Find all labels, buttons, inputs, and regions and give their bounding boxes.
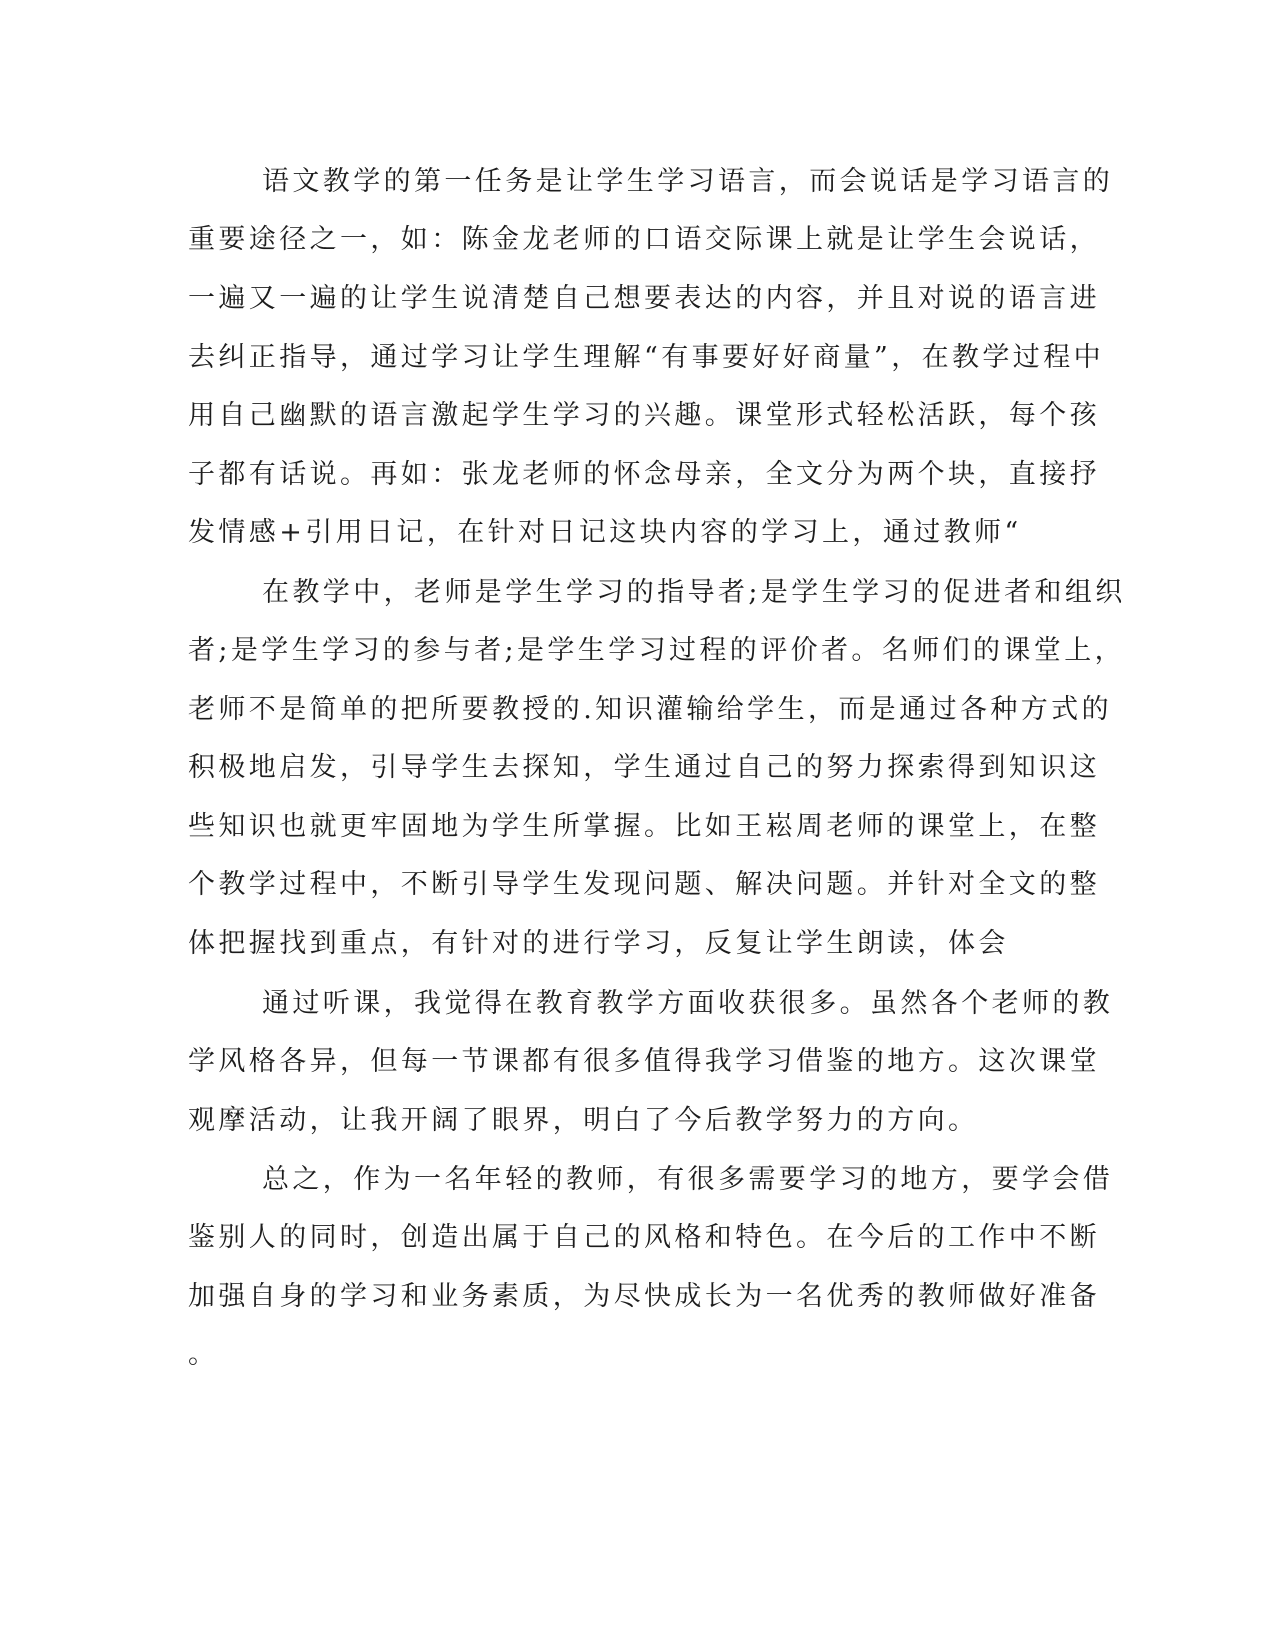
paragraph-line: 发情感+引用日记，在针对日记这块内容的学习上，通过教师“ <box>188 517 1022 548</box>
paragraph-line: 积极地启发，引导学生去探知，学生通过自己的努力探索得到知识这 <box>188 752 1100 783</box>
paragraph-line: 加强自身的学习和业务素质，为尽快成长为一名优秀的教师做好准备 <box>188 1281 1100 1312</box>
paragraph-line: 通过听课，我觉得在教育教学方面收获很多。虽然各个老师的教 <box>262 988 1114 1019</box>
paragraph-line: 。 <box>188 1339 219 1370</box>
paragraph-line: 用自己幽默的语言激起学生学习的兴趣。课堂形式轻松活跃，每个孩 <box>188 400 1100 431</box>
paragraph-line: 总之，作为一名年轻的教师，有很多需要学习的地方，要学会借 <box>262 1164 1114 1195</box>
paragraph-line: 者;是学生学习的参与者;是学生学习过程的评价者。名师们的课堂上， <box>188 635 1125 666</box>
paragraph-line: 一遍又一遍的让学生说清楚自己想要表达的内容，并且对说的语言进 <box>188 283 1100 314</box>
paragraph-line: 老师不是简单的把所要教授的.知识灌输给学生，而是通过各种方式的 <box>188 694 1112 725</box>
paragraph-line: 子都有话说。再如：张龙老师的怀念母亲，全文分为两个块，直接抒 <box>188 459 1100 490</box>
paragraph-line: 些知识也就更牢固地为学生所掌握。比如王崧周老师的课堂上，在整 <box>188 811 1100 842</box>
paragraph-line: 语文教学的第一任务是让学生学习语言，而会说话是学习语言的 <box>262 166 1114 197</box>
paragraph-line: 体把握找到重点，有针对的进行学习，反复让学生朗读，体会 <box>188 928 1009 959</box>
paragraph-line: 观摩活动，让我开阔了眼界，明白了今后教学努力的方向。 <box>188 1105 979 1136</box>
paragraph-line: 鉴别人的同时，创造出属于自己的风格和特色。在今后的工作中不断 <box>188 1222 1100 1253</box>
paragraph-line: 在教学中，老师是学生学习的指导者;是学生学习的促进者和组织 <box>262 577 1126 608</box>
paragraph-line: 学风格各异，但每一节课都有很多值得我学习借鉴的地方。这次课堂 <box>188 1046 1100 1077</box>
paragraph-line: 个教学过程中，不断引导学生发现问题、解决问题。并针对全文的整 <box>188 869 1100 900</box>
paragraph-line: 去纠正指导，通过学习让学生理解“有事要好好商量”，在教学过程中 <box>188 342 1105 373</box>
paragraph-line: 重要途径之一，如：陈金龙老师的口语交际课上就是让学生会说话， <box>188 224 1100 255</box>
